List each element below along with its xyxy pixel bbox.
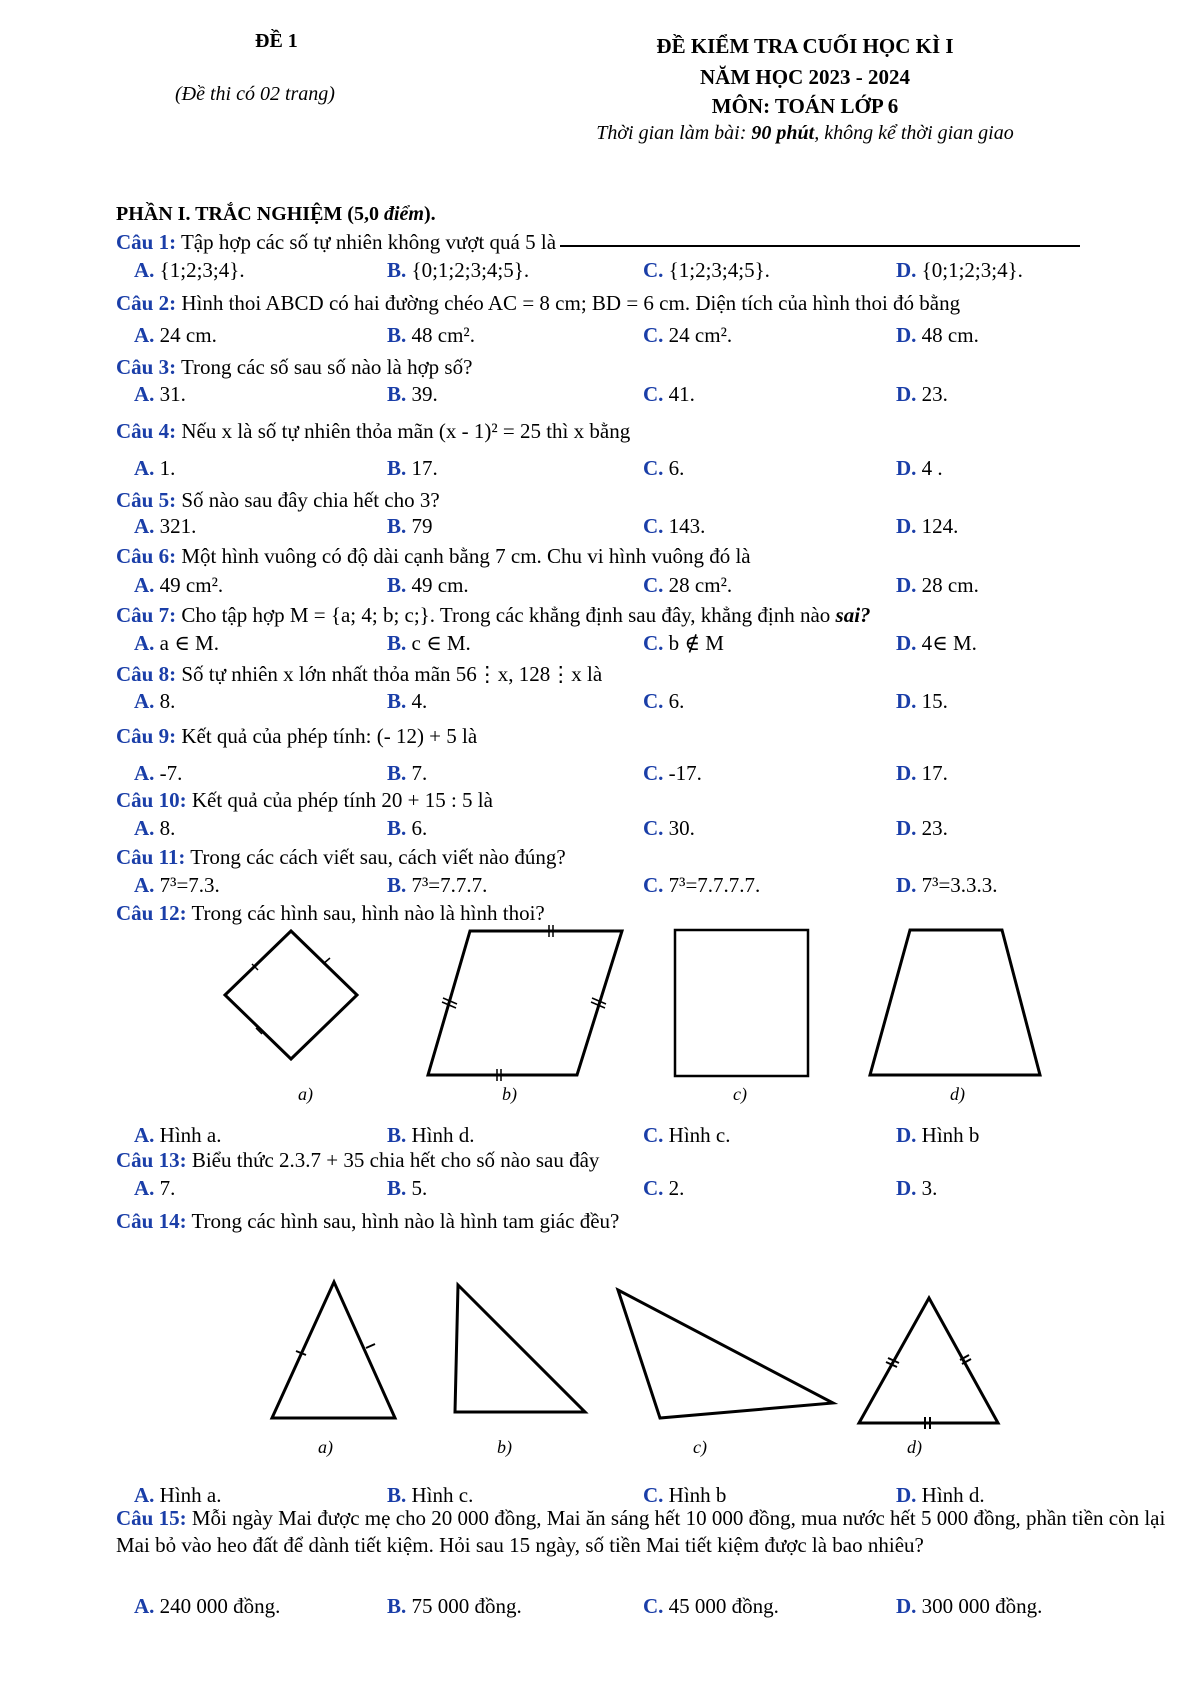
question-text: Trong các hình sau, hình nào là hình thoi? xyxy=(186,901,545,925)
option-value: 321. xyxy=(159,514,197,538)
option-key: D. xyxy=(896,761,917,785)
option-key: D. xyxy=(896,514,917,538)
option-value: 28 cm. xyxy=(921,573,979,597)
q14-label-c: c) xyxy=(693,1437,707,1457)
option-key: C. xyxy=(643,456,664,480)
option-key: C. xyxy=(643,1594,664,1618)
time-suffix: , không kể thời gian giao xyxy=(814,122,1014,144)
option-key: C. xyxy=(643,258,664,282)
option-key: B. xyxy=(387,873,407,897)
option-c[interactable] xyxy=(643,760,702,787)
question-label: Câu 8: xyxy=(116,662,177,686)
option-key: B. xyxy=(387,514,407,538)
question-8 xyxy=(116,661,602,688)
question-label: Câu 11: xyxy=(116,845,186,869)
option-key: B. xyxy=(387,258,407,282)
option-c[interactable] xyxy=(643,455,684,482)
option-a[interactable] xyxy=(134,630,219,657)
option-value: {0;1;2;3;4}. xyxy=(921,258,1023,282)
option-c[interactable] xyxy=(643,322,732,349)
option-value: 300 000 đồng. xyxy=(921,1594,1043,1618)
question-label: Câu 9: xyxy=(116,724,177,748)
option-key: A. xyxy=(134,631,155,655)
option-value: 7³=7.3. xyxy=(159,873,220,897)
option-key: B. xyxy=(387,1176,407,1200)
option-d[interactable] xyxy=(896,513,958,540)
option-key: A. xyxy=(134,382,155,406)
option-key: C. xyxy=(643,631,664,655)
option-b[interactable] xyxy=(387,572,469,599)
option-key: A. xyxy=(134,258,155,282)
question-text: Mỗi ngày Mai được mẹ cho 20 000 đồng, Mai ăn sáng hết 10 000 đồng, mua nước hết 5 000 đồng, phần tiền còn lại Mai bỏ vào heo đất để dành tiết kiệm. Hỏi sau 15 ngày, số tiền Mai tiết kiệm được là bao nhiêu? xyxy=(116,1506,1166,1557)
option-value: 31. xyxy=(159,382,186,406)
option-key: B. xyxy=(387,631,407,655)
option-value: 7. xyxy=(159,1176,176,1200)
option-a[interactable] xyxy=(134,1593,280,1620)
option-b[interactable] xyxy=(387,872,487,899)
option-b[interactable] xyxy=(387,630,471,657)
option-a[interactable] xyxy=(134,872,220,899)
option-key: B. xyxy=(387,1594,407,1618)
option-b[interactable] xyxy=(387,513,433,540)
option-a[interactable] xyxy=(134,513,196,540)
option-value: a ∈ M. xyxy=(159,631,219,655)
school-year: NĂM HỌC 2023 - 2024 xyxy=(700,65,910,89)
option-key: A. xyxy=(134,323,155,347)
option-value: 3. xyxy=(921,1176,938,1200)
option-d[interactable] xyxy=(896,572,979,599)
question-label: Câu 7: xyxy=(116,603,177,627)
option-value: 75 000 đồng. xyxy=(411,1594,522,1618)
section-points-word: điểm xyxy=(383,203,424,225)
section-title-end: ). xyxy=(423,203,436,225)
question-label: Câu 14: xyxy=(116,1209,187,1233)
q14-figures xyxy=(0,1260,1200,1460)
option-value: 7. xyxy=(411,761,428,785)
option-b[interactable] xyxy=(387,322,475,349)
option-value: Hình b xyxy=(668,1483,727,1507)
option-d[interactable] xyxy=(896,381,948,408)
option-a[interactable] xyxy=(134,381,186,408)
option-value: 49 cm². xyxy=(159,573,224,597)
option-key: C. xyxy=(643,514,664,538)
option-b[interactable] xyxy=(387,257,529,284)
option-a[interactable] xyxy=(134,1122,222,1149)
question-1 xyxy=(116,229,556,256)
option-b[interactable] xyxy=(387,1175,427,1202)
question-5 xyxy=(116,487,440,514)
q12-figure-c xyxy=(675,930,808,1076)
question-text: Biểu thức 2.3.7 + 35 chia hết cho số nào sau đây xyxy=(186,1148,600,1172)
option-key: D. xyxy=(896,258,917,282)
option-d[interactable] xyxy=(896,1593,1042,1620)
option-c[interactable] xyxy=(643,815,695,842)
option-key: C. xyxy=(643,323,664,347)
section-title-text: PHẦN I. TRẮC NGHIỆM (5,0 xyxy=(116,203,384,225)
option-value: 23. xyxy=(921,816,948,840)
option-value: {0;1;2;3;4;5}. xyxy=(411,258,530,282)
option-a[interactable] xyxy=(134,257,245,284)
option-a[interactable] xyxy=(134,688,175,715)
option-b[interactable] xyxy=(387,760,427,787)
question-label: Câu 1: xyxy=(116,230,177,254)
option-c[interactable] xyxy=(643,1122,731,1149)
option-value: 15. xyxy=(921,689,948,713)
option-key: D. xyxy=(896,1483,917,1507)
question-label: Câu 12: xyxy=(116,901,187,925)
option-a[interactable] xyxy=(134,815,175,842)
option-value: Hình c. xyxy=(411,1483,474,1507)
q14-label-a: a) xyxy=(318,1437,333,1457)
option-key: B. xyxy=(387,761,407,785)
option-value: 4. xyxy=(411,689,428,713)
option-key: A. xyxy=(134,1594,155,1618)
option-key: D. xyxy=(896,816,917,840)
option-key: D. xyxy=(896,1123,917,1147)
option-value: 8. xyxy=(159,816,176,840)
question-text: Trong các hình sau, hình nào là hình tam giác đều? xyxy=(186,1209,620,1233)
option-key: C. xyxy=(643,1123,664,1147)
q14-label-d: d) xyxy=(907,1437,922,1457)
option-value: Hình b xyxy=(921,1123,980,1147)
option-value: 6. xyxy=(668,456,685,480)
option-key: D. xyxy=(896,873,917,897)
question-label: Câu 10: xyxy=(116,788,187,812)
option-d[interactable] xyxy=(896,1175,937,1202)
option-value: 4∈ M. xyxy=(921,631,977,655)
option-key: A. xyxy=(134,1483,155,1507)
q14-figure-c xyxy=(618,1290,833,1418)
option-key: C. xyxy=(643,816,664,840)
option-key: B. xyxy=(387,382,407,406)
option-a[interactable] xyxy=(134,455,175,482)
option-key: C. xyxy=(643,382,664,406)
question-text: Kết quả của phép tính 20 + 15 : 5 là xyxy=(186,788,493,812)
option-value: c ∈ M. xyxy=(411,631,471,655)
q12-figure-b xyxy=(428,925,622,1081)
option-key: D. xyxy=(896,323,917,347)
question-text: Kết quả của phép tính: (- 12) + 5 là xyxy=(176,724,478,748)
time-line xyxy=(525,122,1085,145)
question-label: Câu 6: xyxy=(116,544,177,568)
option-value: 6. xyxy=(411,816,428,840)
option-value: 1. xyxy=(159,456,176,480)
option-d[interactable] xyxy=(896,1122,979,1149)
q12-label-a: a) xyxy=(298,1084,313,1104)
option-d[interactable] xyxy=(896,815,948,842)
question-7 xyxy=(116,602,871,629)
option-value: 30. xyxy=(668,816,695,840)
option-value: Hình c. xyxy=(668,1123,731,1147)
option-value: 2. xyxy=(668,1176,685,1200)
question-3 xyxy=(116,354,472,381)
option-value: 4 . xyxy=(921,456,943,480)
q14-figure-b xyxy=(455,1285,585,1412)
option-c[interactable] xyxy=(643,572,732,599)
subject: MÔN: TOÁN LỚP 6 xyxy=(711,94,899,118)
question-text: Số tự nhiên x lớn nhất thỏa mãn 56⋮x, 128⋮x là xyxy=(176,662,603,686)
option-key: B. xyxy=(387,689,407,713)
q14-figure-a xyxy=(272,1282,395,1418)
option-value: 39. xyxy=(411,382,438,406)
option-value: 79 xyxy=(411,514,433,538)
option-d[interactable] xyxy=(896,630,977,657)
option-a[interactable] xyxy=(134,760,182,787)
exam-title: ĐỀ KIỂM TRA CUỐI HỌC KÌ I xyxy=(656,34,954,58)
option-value: 49 cm. xyxy=(411,573,469,597)
option-a[interactable] xyxy=(134,572,223,599)
option-key: B. xyxy=(387,1483,407,1507)
option-a[interactable] xyxy=(134,1175,175,1202)
option-key: B. xyxy=(387,573,407,597)
option-key: C. xyxy=(643,761,664,785)
question-14 xyxy=(116,1208,619,1235)
option-key: B. xyxy=(387,816,407,840)
question-text: Một hình vuông có độ dài cạnh bằng 7 cm. Chu vi hình vuông đó là xyxy=(176,544,751,568)
option-c[interactable] xyxy=(643,688,684,715)
option-key: D. xyxy=(896,382,917,406)
option-c[interactable] xyxy=(643,1593,779,1620)
option-value: {1;2;3;4}. xyxy=(159,258,245,282)
option-a[interactable] xyxy=(134,322,217,349)
exam-code: ĐỀ 1 xyxy=(255,30,298,52)
option-key: C. xyxy=(643,573,664,597)
option-key: A. xyxy=(134,689,155,713)
question-text: Nếu x là số tự nhiên thỏa mãn (x - 1)² = 25 thì x bằng xyxy=(176,419,631,443)
option-value: -17. xyxy=(668,761,702,785)
question-text: Trong các cách viết sau, cách viết nào đúng? xyxy=(185,845,566,869)
question-4 xyxy=(116,418,630,445)
question-label: Câu 4: xyxy=(116,419,177,443)
option-value: 17. xyxy=(921,761,948,785)
option-b[interactable] xyxy=(387,455,438,482)
option-b[interactable] xyxy=(387,815,427,842)
question-11 xyxy=(116,844,566,871)
option-value: 24 cm². xyxy=(668,323,733,347)
question-text: Hình thoi ABCD có hai đường chéo AC = 8 cm; BD = 6 cm. Diện tích của hình thoi đó bằng xyxy=(176,291,961,315)
question-9 xyxy=(116,723,477,750)
option-key: A. xyxy=(134,1123,155,1147)
option-d[interactable] xyxy=(896,322,979,349)
option-key: A. xyxy=(134,1176,155,1200)
time-value: 90 phút xyxy=(751,122,815,144)
option-value: 41. xyxy=(668,382,695,406)
option-value: Hình d. xyxy=(411,1123,475,1147)
option-value: 7³=3.3.3. xyxy=(921,873,998,897)
question-10 xyxy=(116,787,493,814)
option-value: 45 000 đồng. xyxy=(668,1594,779,1618)
option-key: A. xyxy=(134,514,155,538)
option-b[interactable] xyxy=(387,1593,522,1620)
question-label: Câu 3: xyxy=(116,355,177,379)
q12-label-c: c) xyxy=(733,1084,747,1104)
option-c[interactable] xyxy=(643,513,705,540)
option-key: C. xyxy=(643,873,664,897)
option-value: b ∉ M xyxy=(668,631,724,655)
option-value: 124. xyxy=(921,514,959,538)
option-value: -7. xyxy=(159,761,183,785)
option-value: 48 cm². xyxy=(411,323,475,347)
option-b[interactable] xyxy=(387,688,427,715)
q12-label-b: b) xyxy=(502,1084,517,1104)
q12-figure-d xyxy=(870,930,1040,1075)
question-label: Câu 5: xyxy=(116,488,177,512)
option-key: A. xyxy=(134,761,155,785)
option-key: A. xyxy=(134,816,155,840)
question-13 xyxy=(116,1147,599,1174)
option-value: 17. xyxy=(411,456,438,480)
pages-note: (Đề thi có 02 trang) xyxy=(175,83,335,105)
option-d[interactable] xyxy=(896,760,948,787)
option-value: Hình d. xyxy=(921,1483,985,1507)
option-value: 7³=7.7.7.7. xyxy=(668,873,761,897)
option-key: A. xyxy=(134,456,155,480)
option-key: C. xyxy=(643,1483,664,1507)
question-text: Số nào sau đây chia hết cho 3? xyxy=(176,488,440,512)
option-value: 7³=7.7.7. xyxy=(411,873,488,897)
option-key: B. xyxy=(387,323,407,347)
option-key: B. xyxy=(387,456,407,480)
option-key: C. xyxy=(643,689,664,713)
section-title xyxy=(116,203,436,226)
option-d[interactable] xyxy=(896,455,943,482)
option-value: 240 000 đồng. xyxy=(159,1594,281,1618)
q12-label-d: d) xyxy=(950,1084,965,1104)
question-label: Câu 13: xyxy=(116,1148,187,1172)
time-prefix: Thời gian làm bài: xyxy=(596,122,752,144)
question-text: Cho tập hợp M = {a; 4; b; c;}. Trong các khẳng định sau đây, khẳng định nào xyxy=(176,603,836,627)
option-key: A. xyxy=(134,873,155,897)
option-key: D. xyxy=(896,631,917,655)
question-label: Câu 2: xyxy=(116,291,177,315)
option-c[interactable] xyxy=(643,630,724,657)
option-c[interactable] xyxy=(643,257,770,284)
option-value: 8. xyxy=(159,689,176,713)
option-key: D. xyxy=(896,573,917,597)
option-key: D. xyxy=(896,1594,917,1618)
option-key: D. xyxy=(896,1176,917,1200)
option-value: 143. xyxy=(668,514,706,538)
option-value: 48 cm. xyxy=(921,323,979,347)
option-value: 6. xyxy=(668,689,685,713)
option-value: 28 cm². xyxy=(668,573,733,597)
option-d[interactable] xyxy=(896,257,1023,284)
option-d[interactable] xyxy=(896,872,998,899)
option-b[interactable] xyxy=(387,1122,475,1149)
option-b[interactable] xyxy=(387,381,438,408)
question-2 xyxy=(116,290,960,317)
option-value: 5. xyxy=(411,1176,428,1200)
option-key: A. xyxy=(134,573,155,597)
question-text: Trong các số sau số nào là hợp số? xyxy=(176,355,473,379)
option-value: Hình a. xyxy=(159,1483,222,1507)
question-label: Câu 15: xyxy=(116,1506,187,1530)
question-6 xyxy=(116,543,751,570)
option-key: D. xyxy=(896,689,917,713)
q12-figure-a xyxy=(225,931,357,1059)
option-c[interactable] xyxy=(643,1175,684,1202)
q12-figures xyxy=(0,920,1200,1120)
option-key: C. xyxy=(643,1176,664,1200)
q14-label-b: b) xyxy=(497,1437,512,1457)
question-15 xyxy=(116,1505,1166,1559)
option-key: B. xyxy=(387,1123,407,1147)
question-text: Tập hợp các số tự nhiên không vượt quá 5 là xyxy=(176,230,557,254)
option-value: 23. xyxy=(921,382,948,406)
option-value: {1;2;3;4;5}. xyxy=(668,258,770,282)
option-key: D. xyxy=(896,456,917,480)
strike-line xyxy=(560,245,1080,247)
option-c[interactable] xyxy=(643,872,760,899)
option-c[interactable] xyxy=(643,381,695,408)
question-emphasis: sai? xyxy=(835,603,871,627)
option-value: 24 cm. xyxy=(159,323,217,347)
q14-figure-d xyxy=(859,1298,998,1429)
option-d[interactable] xyxy=(896,688,948,715)
option-value: Hình a. xyxy=(159,1123,222,1147)
